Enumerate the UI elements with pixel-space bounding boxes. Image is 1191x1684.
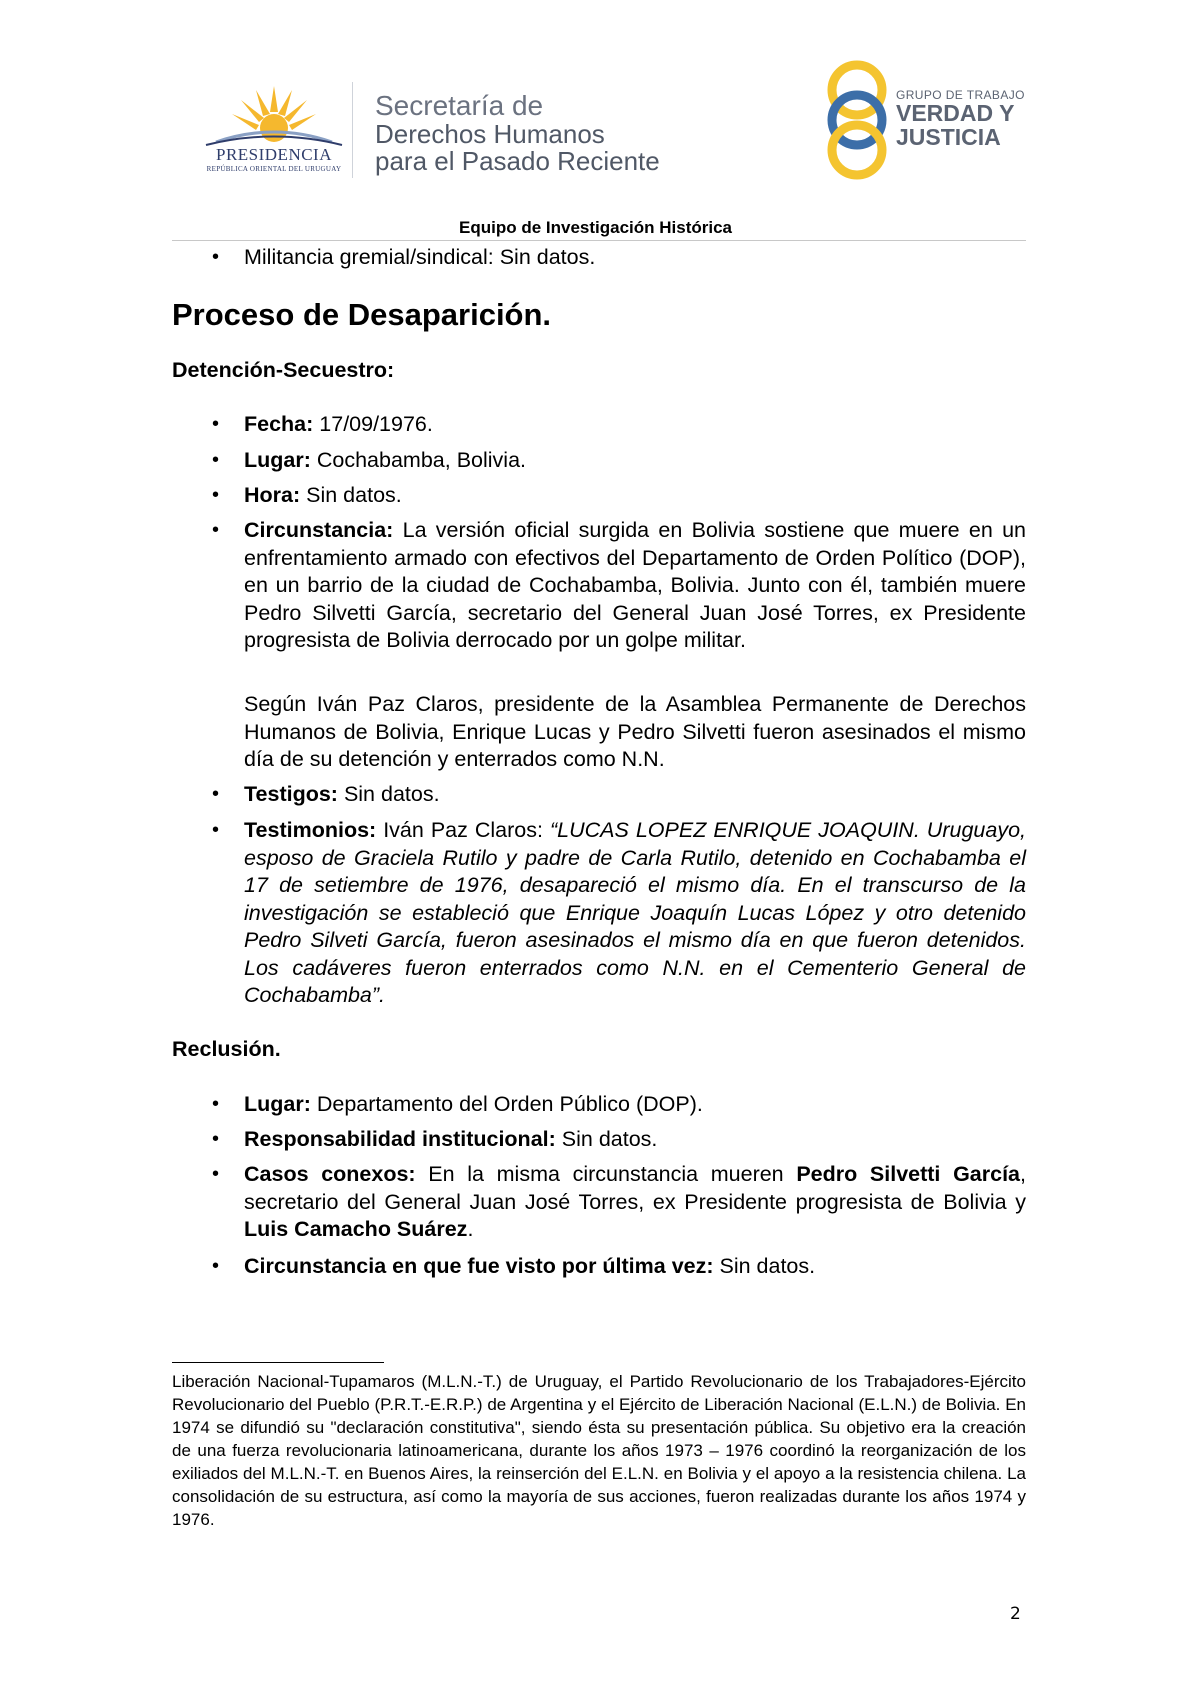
casos-name-1: Pedro Silvetti García bbox=[796, 1162, 1021, 1186]
militancia-item: Militancia gremial/sindical: Sin datos. bbox=[244, 245, 596, 269]
footnote-text: Liberación Nacional-Tupamaros (M.L.N.-T.) de Uruguay, el Partido Revolucionario de los Trabajadores-Ejército Revolucionario del Pueblo (P.R.T.-E.R.P.) de Argentina y el Ejército de Liberación Nacional (E.L.N.) de Bolivia. En 1974 se difundió su "declaración constitutiva", siendo ésta su presentación pública. Su objetivo era la creación de una fuerza revolucionaria latinoamericana, durante los años 1973 – 1976 coordinó la reorganización de los exiliados del M.L.N.-T. en Buenos Aires, la reinserción del E.L.N. en Bolivia y el apoyo a la resistencia chilena. La consolidación de su estructura, así como la mayoría de sus acciones, fueron realizadas durante los años 1974 y 1976. bbox=[172, 1372, 1026, 1529]
bullet-icon: • bbox=[212, 519, 220, 541]
grupo-trabajo-label: GRUPO DE TRABAJO bbox=[896, 88, 1025, 102]
header-rule bbox=[172, 240, 1026, 241]
casos-name-2: Luis Camacho Suárez bbox=[244, 1217, 468, 1241]
circunstancia-paragraph-2: Según Iván Paz Claros, presidente de la Asamblea Permanente de Derechos Humanos de Bolivia, Enrique Lucas y Pedro Silvetti fueron asesinados el mismo día de su detención y enterrados como N.N. bbox=[244, 692, 1026, 771]
ultima-vez-item bbox=[244, 1253, 1026, 1281]
bullet-icon: • bbox=[212, 449, 220, 471]
detencion-heading: Detención-Secuestro: bbox=[172, 358, 395, 382]
hora-value: Sin datos. bbox=[300, 483, 402, 507]
casos-text-3: . bbox=[467, 1217, 474, 1241]
testimonios-source: Iván Paz Claros: bbox=[376, 818, 550, 842]
bullet-icon: • bbox=[212, 246, 220, 268]
responsabilidad-label: Responsabilidad institucional: bbox=[244, 1127, 556, 1151]
testimonios-quote: “LUCAS LOPEZ ENRIQUE JOAQUIN. Uruguayo, esposo de Graciela Rutilo y padre de Carla Rutilo, detenido en Cochabamba el 17 de setiembre de 1976, desapareció el mismo día. En el transcurso de la investigación se estableció que Enrique Joaquín Lucas López y otro detenido Pedro Silveti García, fueron asesinados el mismo día en que fueron detenidos. Los cadáveres fueron enterrados como N.N. en el Cementerio General de Cochabamba”. bbox=[244, 818, 1026, 1007]
lugar-label: Lugar: bbox=[244, 448, 311, 472]
fecha-value: 17/09/1976. bbox=[313, 412, 433, 436]
bullet-icon: • bbox=[212, 1093, 220, 1115]
presidencia-logo bbox=[196, 82, 352, 174]
casos-text-2: , secretario del General Juan José Torres, ex Presidente progresista de Bolivia y bbox=[244, 1162, 1026, 1214]
ultima-vez-label: Circunstancia en que fue visto por última vez: bbox=[244, 1254, 714, 1278]
hora-label: Hora: bbox=[244, 483, 301, 507]
fecha-label: Fecha: bbox=[244, 412, 314, 436]
secretaria-line-2: Derechos Humanos bbox=[375, 119, 605, 149]
fecha-item bbox=[244, 411, 1026, 439]
team-title: Equipo de Investigación Histórica bbox=[459, 218, 732, 237]
justicia-label: JUSTICIA bbox=[896, 124, 1001, 150]
casos-conexos-item bbox=[244, 1161, 1026, 1244]
ultima-vez-value: Sin datos. bbox=[713, 1254, 816, 1278]
reclusion-lugar-value: Departamento del Orden Público (DOP). bbox=[310, 1092, 703, 1116]
reclusion-lugar-label: Lugar: bbox=[244, 1092, 311, 1116]
bullet-icon: • bbox=[212, 413, 220, 435]
bullet-icon: • bbox=[212, 783, 220, 805]
reclusion-heading: Reclusión. bbox=[172, 1037, 281, 1061]
presidencia-subtitle: REPÚBLICA ORIENTAL DEL URUGUAY bbox=[206, 165, 342, 173]
circunstancia-value: La versión oficial surgida en Bolivia sostiene que muere en un enfrentamiento armado con efectivos del Departamento de Orden Político (DOP), en un barrio de la ciudad de Cochabamba, Bolivia. Junto con él, también muere Pedro Silvetti García, secretario del General Juan José Torres, ex Presidente progresista de Bolivia derrocado por un golpe militar. bbox=[244, 518, 1026, 652]
header-divider bbox=[352, 82, 353, 178]
bullet-icon: • bbox=[212, 1255, 220, 1277]
hora-item bbox=[244, 482, 1026, 510]
bullet-icon: • bbox=[212, 484, 220, 506]
testigos-value: Sin datos. bbox=[337, 782, 440, 806]
secretaria-line-1: Secretaría de bbox=[375, 90, 544, 121]
testimonios-label: Testimonios: bbox=[244, 818, 377, 842]
testimonios-item bbox=[244, 817, 1026, 1010]
circunstancia-label: Circunstancia: bbox=[244, 518, 394, 542]
page-number: 2 bbox=[1010, 1604, 1021, 1624]
testigos-label: Testigos: bbox=[244, 782, 338, 806]
casos-conexos-label: Casos conexos: bbox=[244, 1162, 416, 1186]
presidencia-title: PRESIDENCIA bbox=[215, 145, 332, 164]
reclusion-lugar-item bbox=[244, 1091, 1026, 1119]
responsabilidad-item bbox=[244, 1126, 1026, 1154]
footnote-rule bbox=[172, 1362, 384, 1363]
circunstancia-item bbox=[244, 517, 1026, 655]
lugar-item bbox=[244, 447, 1026, 475]
secretaria-line-3: para el Pasado Reciente bbox=[375, 146, 660, 176]
verdad-justicia-logo bbox=[820, 58, 1030, 182]
bullet-icon: • bbox=[212, 1163, 220, 1185]
testigos-item bbox=[244, 781, 1026, 809]
responsabilidad-value: Sin datos. bbox=[555, 1127, 658, 1151]
verdad-label: VERDAD Y bbox=[896, 100, 1015, 126]
lugar-value: Cochabamba, Bolivia. bbox=[310, 448, 527, 472]
sun-emblem-icon bbox=[196, 82, 352, 146]
section-title: Proceso de Desaparición. bbox=[172, 297, 552, 332]
bullet-icon: • bbox=[212, 819, 220, 841]
linked-rings-icon bbox=[820, 58, 894, 182]
bullet-icon: • bbox=[212, 1128, 220, 1150]
casos-text-1: En la misma circunstancia mueren bbox=[415, 1162, 797, 1186]
secretaria-logo-text bbox=[375, 90, 660, 175]
